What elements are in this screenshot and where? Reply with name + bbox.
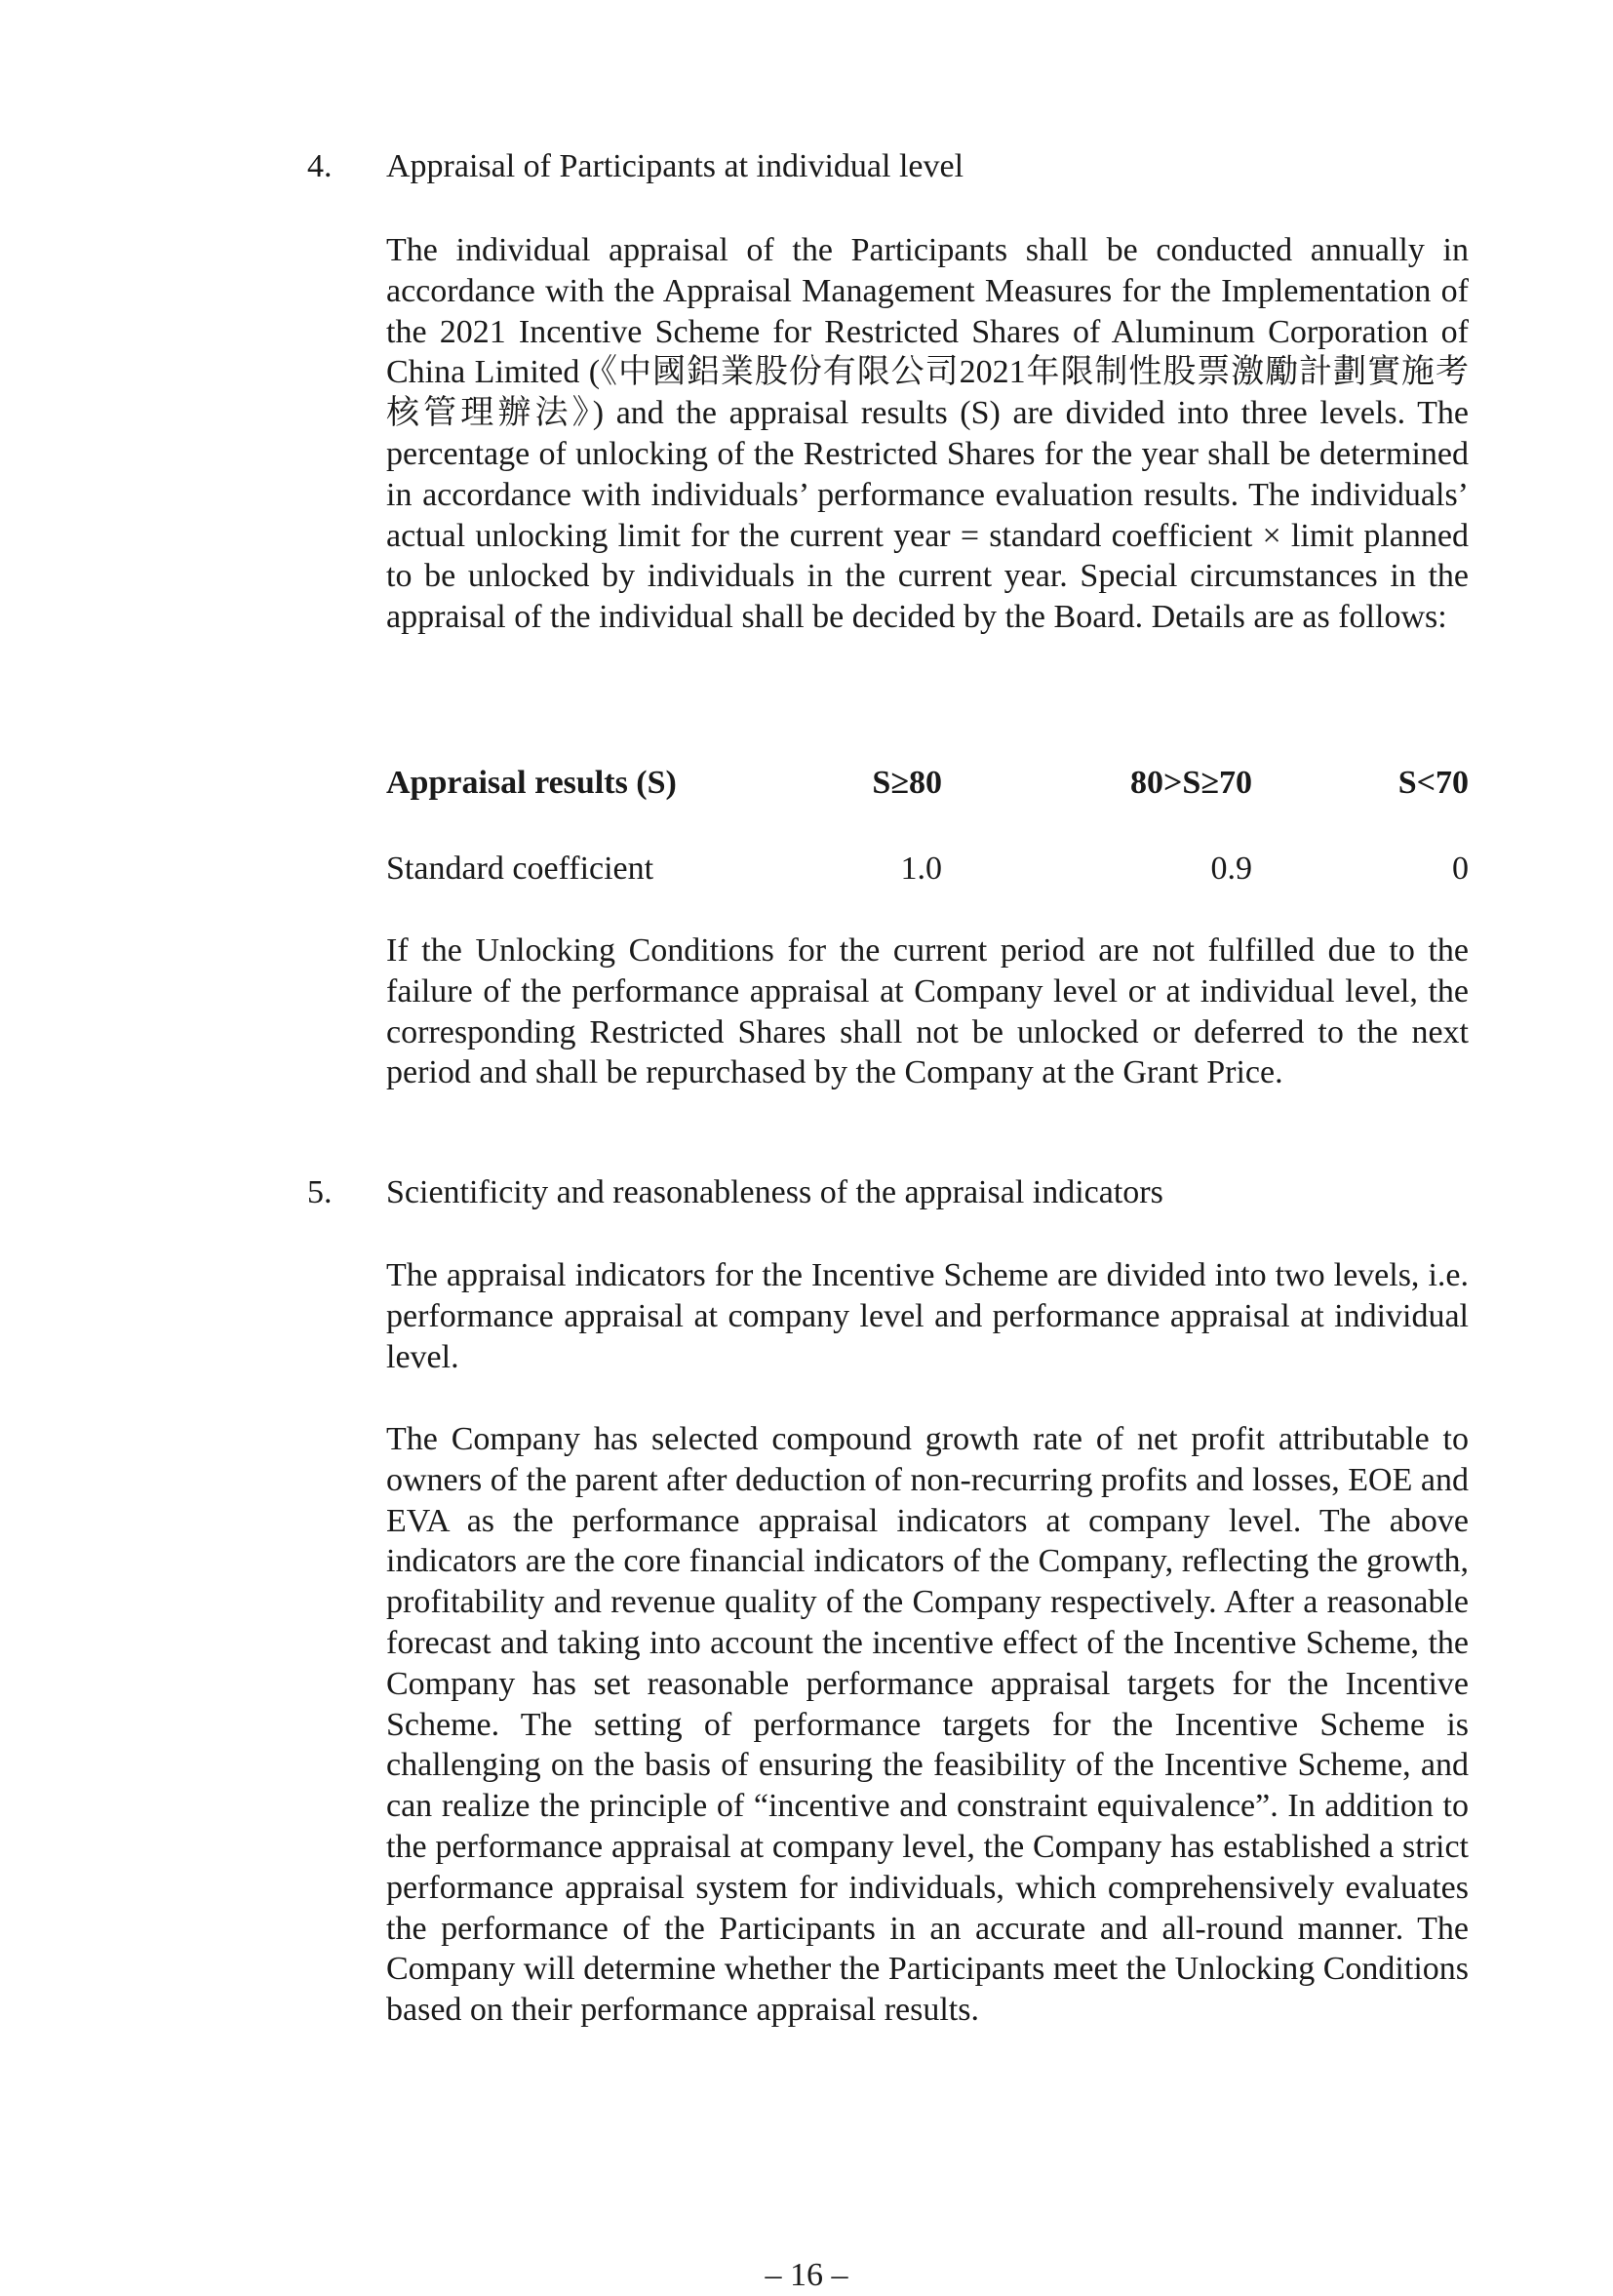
table-header-s-ge-80: S≥80 [872, 765, 942, 801]
appraisal-table-row [386, 849, 1469, 890]
appraisal-table [386, 763, 1469, 890]
table-cell-value-2: 0.9 [1210, 851, 1252, 887]
table-header-appraisal-results: Appraisal results (S) [386, 765, 677, 801]
section-5-paragraph-2: The Company has selected compound growth rate of net profit attributable to owners of the parent after deduction of non-recurring profits and losses, EOE and EVA as the performance appraisal indicators at company level. The above indicators are the core financial indicators of the Company, reflecting the growth, profitability and revenue quality of the Company respectively. After a reasonable forecast and taking into account the incentive effect of the Incentive Scheme, the Company has set reasonable performance appraisal targets for the Incentive Scheme. The setting of performance targets for the Incentive Scheme is challenging on the basis of ensuring the feasibility of the Incentive Scheme, and can realize the principle of “incentive and constraint equivalence”. In addition to the performance appraisal at company level, the Company has established a strict performance appraisal system for individuals, which comprehensively evaluates the performance of the Participants in an accurate and all-round manner. The Company will determine whether the Participants meet the Unlocking Conditions based on their performance appraisal results. [386, 1421, 1469, 2029]
table-cell-standard-coefficient: Standard coefficient [386, 851, 654, 887]
section-4-number: 4. [307, 148, 333, 184]
section-5-number: 5. [307, 1174, 333, 1210]
section-5-paragraph-1: The appraisal indicators for the Incentive Scheme are divided into two levels, i.e. performance appraisal at company level and performance appraisal at individual level. [386, 1257, 1469, 1375]
table-header-s-lt-70: S<70 [1397, 765, 1469, 801]
table-cell-value-1: 1.0 [900, 851, 942, 887]
section-4-heading: Appraisal of Participants at individual level [386, 148, 964, 184]
table-cell-value-3: 0 [1452, 851, 1469, 887]
appraisal-table-header-row [386, 763, 1469, 804]
section-5-heading: Scientificity and reasonableness of the appraisal indicators [386, 1174, 1163, 1210]
table-header-80-to-70: 80>S≥70 [1130, 765, 1252, 801]
page-number: – 16 – [765, 2257, 848, 2293]
section-4-paragraph-1: The individual appraisal of the Participants shall be conducted annually in accordance with the Appraisal Management Measures for the Implementation of the 2021 Incentive Scheme for Restricted Shares of Aluminum Corporation of China Limited (《中國鋁業股份有限公司2021年限制性股票激勵計劃實施考核管理辦法》) and the appraisal results (S) are divided into three levels. The percentage of unlocking of the Restricted Shares for the year shall be determined in accordance with individuals’ performance evaluation results. The individuals’ actual unlocking limit for the current year = standard coefficient × limit planned to be unlocked by individuals in the current year. Special circumstances in the appraisal of the individual shall be decided by the Board. Details are as follows: [386, 232, 1469, 636]
section-4-paragraph-2: If the Unlocking Conditions for the current period are not fulfilled due to the failure of the performance appraisal at Company level or at individual level, the corresponding Restricted Shares shall not be unlocked or deferred to the next period and shall be repurchased by the Company at the Grant Price. [386, 932, 1469, 1091]
